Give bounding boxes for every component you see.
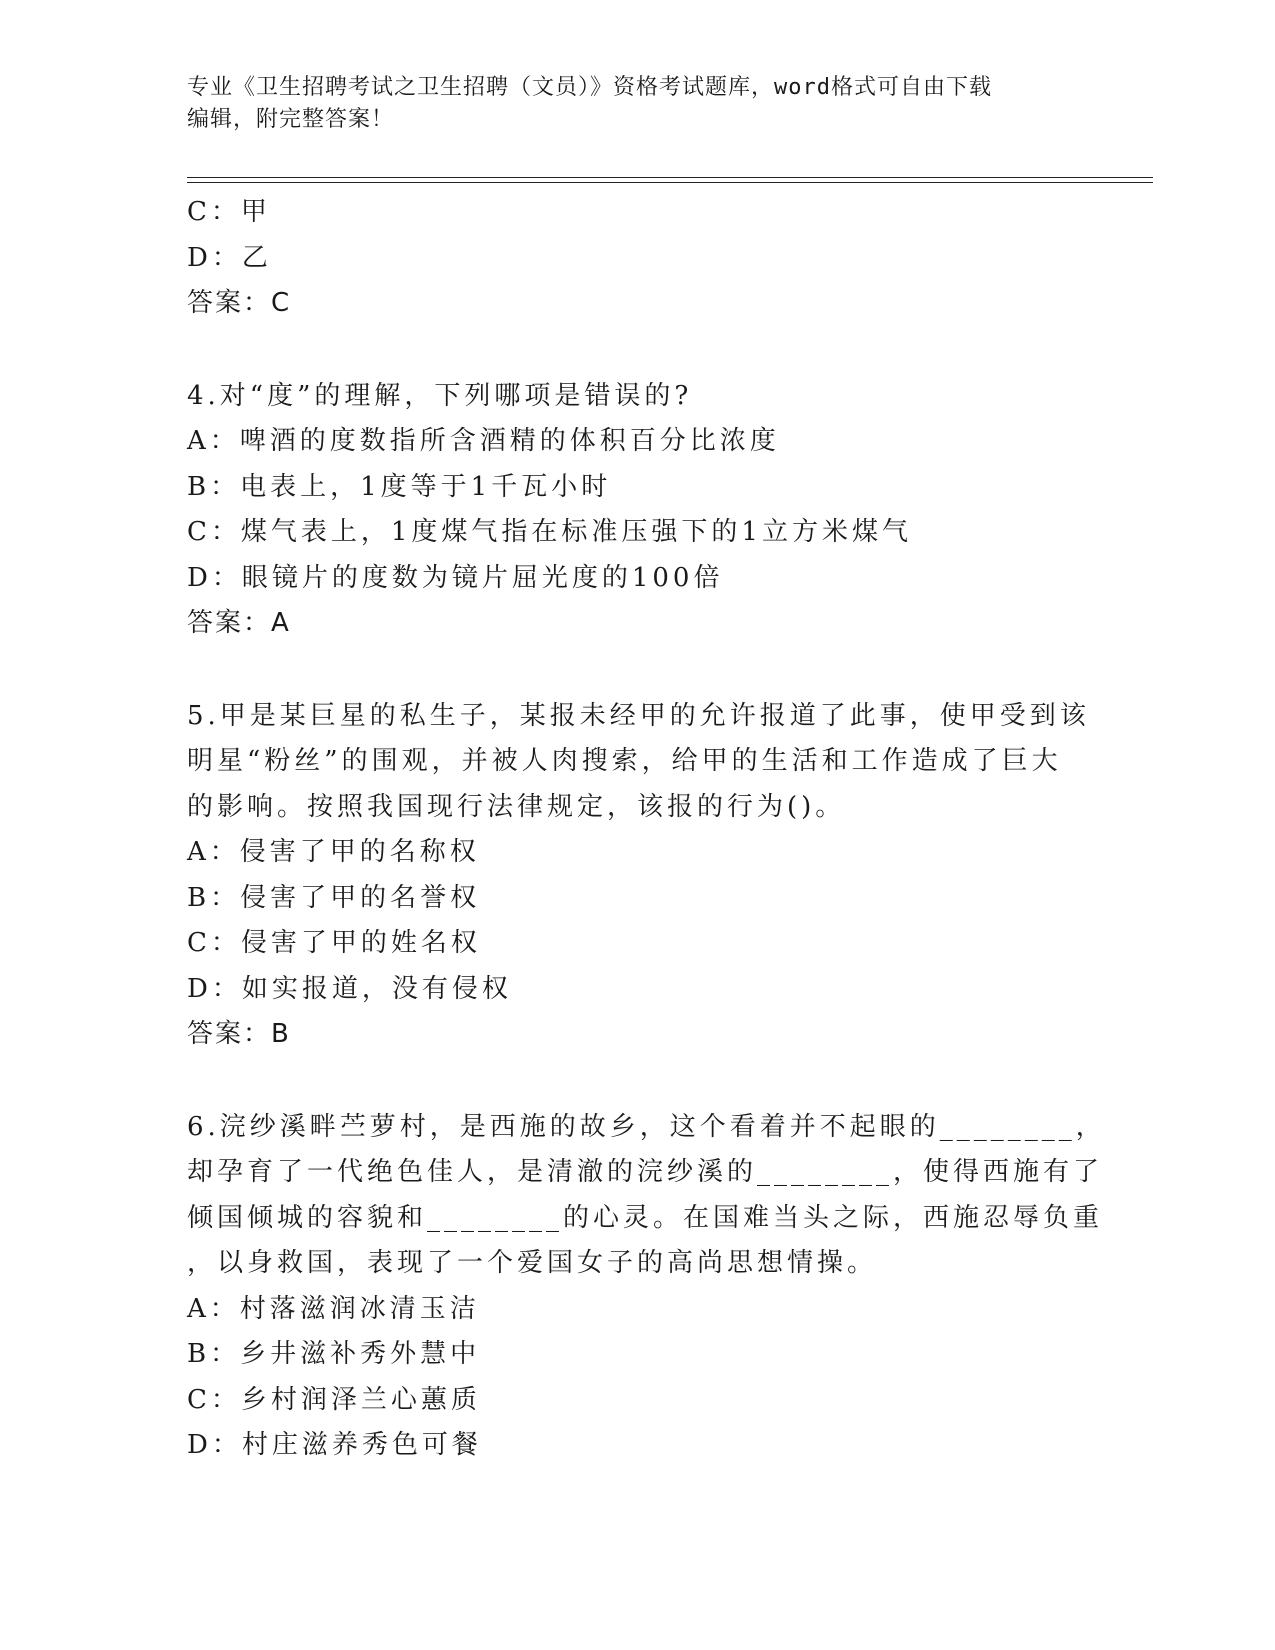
question-stem-line: 明星“粉丝”的围观，并被人肉搜索，给甲的生活和工作造成了巨大 — [187, 746, 1062, 776]
option-a: A：侵害了甲的名称权 — [187, 837, 480, 867]
option-b: B：侵害了甲的名誉权 — [187, 882, 481, 913]
question-stem-line: 5.甲是某巨星的私生子，某报未经甲的允许报道了此事，使甲受到该 — [187, 700, 1090, 731]
answer-line: 答案：C — [187, 288, 292, 318]
question-6 — [187, 1105, 1106, 1469]
header-divider-top — [187, 177, 1153, 178]
question-5 — [187, 694, 1090, 1058]
option-d: D：如实报道，没有侵权 — [187, 973, 512, 1004]
question-stem-line: 却孕育了一代绝色佳人，是清澈的浣纱溪的________，使得西施有了 — [187, 1157, 1104, 1187]
option-d: D：村庄滋养秀色可餐 — [187, 1430, 482, 1460]
answer-line: 答案：B — [187, 1019, 291, 1049]
question-gap — [187, 1058, 1087, 1105]
option-c: C：甲 — [187, 197, 271, 227]
question-list — [187, 190, 1106, 1469]
question-stem-line: ，以身救国，表现了一个爱国女子的高尚思想情操。 — [187, 1248, 878, 1278]
header-divider-bottom — [187, 182, 1153, 183]
option-c: C：侵害了甲的姓名权 — [187, 928, 481, 958]
option-d: D：乙 — [187, 242, 272, 273]
option-c: C：乡村润泽兰心蕙质 — [187, 1384, 481, 1415]
option-a: A：村落滋润冰清玉洁 — [187, 1293, 480, 1324]
option-b: B：电表上，1度等于1千瓦小时 — [187, 471, 612, 502]
answer-line: 答案：A — [187, 608, 291, 638]
document-header — [187, 72, 1087, 136]
header-line-1: 专业《卫生招聘考试之卫生招聘（文员）》资格考试题库，word格式可自由下载 — [187, 75, 992, 100]
question-3-tail — [187, 190, 1087, 327]
question-stem-line: 4.对“度”的理解，下列哪项是错误的? — [187, 380, 693, 411]
question-4 — [187, 374, 1087, 647]
question-stem-line: 倾国倾城的容貌和________的心灵。在国难当头之际，西施忍辱负重 — [187, 1202, 1104, 1233]
question-gap — [187, 647, 1087, 694]
question-stem-line: 的影响。按照我国现行法律规定，该报的行为()。 — [187, 791, 846, 822]
question-gap — [187, 327, 1087, 374]
option-a: A：啤酒的度数指所含酒精的体积百分比浓度 — [187, 426, 780, 456]
header-line-2: 编辑，附完整答案！ — [187, 107, 395, 132]
question-stem-line: 6.浣纱溪畔苎萝村，是西施的故乡，这个看着并不起眼的________， — [187, 1111, 1106, 1142]
option-d: D：眼镜片的度数为镜片屈光度的100倍 — [187, 562, 724, 593]
option-b: B：乡井滋补秀外慧中 — [187, 1339, 481, 1369]
option-c: C：煤气表上，1度煤气指在标准压强下的1立方米煤气 — [187, 517, 912, 547]
